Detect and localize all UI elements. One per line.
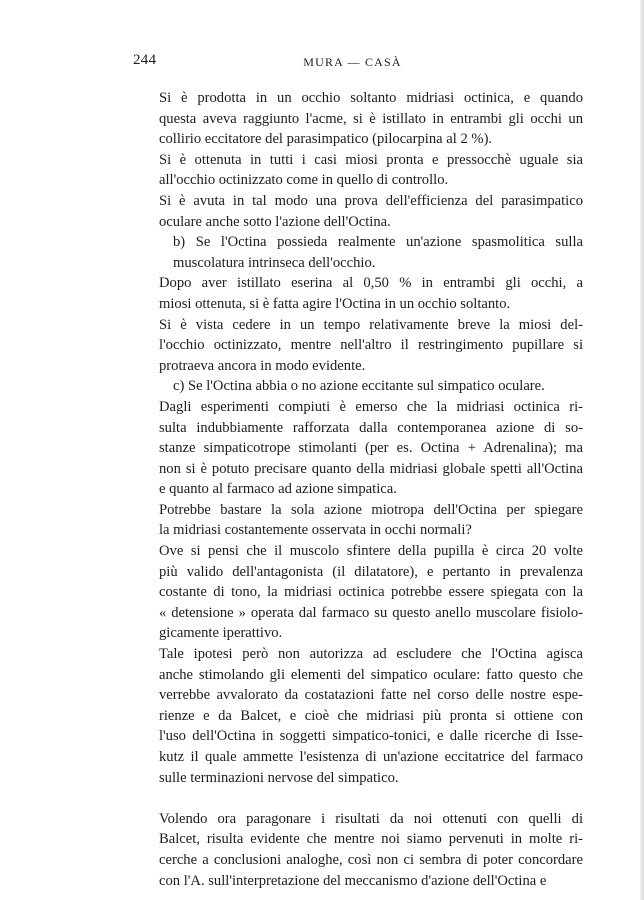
text-line: c) Se l'Octina abbia o no azione eccitante sul simpatico oculare. <box>173 378 545 395</box>
text-line: « detensione » operata dal farmaco su questo anello muscolare fisiolo- <box>159 604 583 621</box>
text-line: Balcet, risulta evidente che mentre noi siamo pervenuti in molte ri- <box>159 831 583 848</box>
text-line: rienze e da Balcet, e cioè che midriasi più pronta si ottiene con <box>159 707 583 724</box>
text-line: sulle terminazioni nervose del simpatico. <box>159 769 399 786</box>
text-line: la midriasi costantemente osservata in occhi normali? <box>159 522 472 539</box>
paragraph-p7 <box>131 376 583 397</box>
paragraph-p6 <box>131 315 583 377</box>
text-line: protraeva ancora in modo evidente. <box>159 357 366 374</box>
text-line: anche stimolando gli elementi del simpatico oculare: fatto questo che <box>159 666 583 683</box>
text-line: Si è vista cedere in un tempo relativamente breve la miosi del- <box>159 316 583 333</box>
text-line: b) Se l'Octina possieda realmente un'azione spasmolitica sulla <box>173 234 583 251</box>
paragraph-p3 <box>131 191 583 232</box>
text-line: Potrebbe bastare la sola azione miotropa dell'Octina per spiegare <box>159 501 583 518</box>
text-line: Si è avuta in tal modo una prova dell'efficienza del parasimpatico <box>159 192 583 209</box>
text-line: Dopo aver istillato eserina al 0,50 % in entrambi gli occhi, a <box>159 275 583 292</box>
paragraph-p12 <box>131 809 583 891</box>
text-line: e quanto al farmaco ad azione simpatica. <box>159 481 397 498</box>
text-line: collirio eccitatore del parasimpatico (pilocarpina al 2 %). <box>159 131 493 148</box>
text-line: Si è ottenuta in tutti i casi miosi pronta e pressocchè uguale sia <box>159 151 583 168</box>
paragraph-p11 <box>131 644 583 788</box>
text-line: stanze simpaticotrope stimolanti (per es. Octina + Adrenalina); ma <box>159 440 583 457</box>
text-line: con l'A. sull'interpretazione del meccanismo d'azione dell'Octina e <box>159 872 547 889</box>
text-line: più valido dell'antagonista (il dilatatore), e pertanto in prevalenza <box>159 563 583 580</box>
text-line: Tale ipotesi però non autorizza ad escludere che l'Octina agisca <box>159 646 583 663</box>
text-line: Si è prodotta in un occhio soltanto midriasi octinica, e quando <box>159 90 583 106</box>
text-line: all'occhio octinizzato come in quello di controllo. <box>159 172 449 189</box>
paragraph-p8 <box>131 397 583 500</box>
paragraph-p4 <box>131 232 583 273</box>
paragraph-p5 <box>131 273 583 314</box>
text-line: l'occhio octinizzato, mentre nell'altro il restringimento pupillare si <box>159 337 583 354</box>
body-text <box>131 88 583 891</box>
text-line: miosi ottenuta, si è fatta agire l'Octina in un occhio soltanto. <box>159 295 511 312</box>
text-line: questa aveva raggiunto l'acme, si è istillato in entrambi gli occhi un <box>159 110 583 127</box>
text-line: Dagli esperimenti compiuti è emerso che la midriasi octinica ri- <box>159 398 583 415</box>
text-line: kutz il quale ammette l'esistenza di un'azione eccitatrice del farmaco <box>159 749 583 765</box>
text-line: l'uso dell'Octina in soggetti simpatico-tonici, e dalle ricerche di Isse- <box>159 728 583 745</box>
text-line: oculare anche sotto l'azione dell'Octina. <box>159 213 391 230</box>
text-line: muscolatura intrinseca dell'occhio. <box>173 254 376 271</box>
text-line: gicamente iperattivo. <box>159 625 283 642</box>
text-line: Volendo ora paragonare i risultati da noi ottenuti con quelli di <box>159 810 583 827</box>
running-head: MURA — CASÀ <box>303 55 402 69</box>
paragraph-p1 <box>131 88 583 150</box>
scan-edge <box>640 0 644 900</box>
paragraph-p9 <box>131 500 583 541</box>
paragraph-p2 <box>131 150 583 191</box>
text-line: cerche a conclusioni analoghe, così non ci sembra di poter concordare <box>159 851 583 868</box>
page-number: 244 <box>133 52 157 68</box>
text-line: non si è potuto precisare quanto della midriasi globale spetti all'Octina <box>159 460 583 477</box>
text-line: verrebbe avvalorato da costatazioni fatte nel corso delle nostre espe- <box>159 687 583 704</box>
text-line: Ove si pensi che il muscolo sfintere della pupilla è circa 20 volte <box>159 543 583 560</box>
text-line: costante di tono, la midriasi octinica potrebbe essere spiegata con la <box>159 584 583 601</box>
text-line: sulta indubbiamente rafforzata dalla contemporanea azione di so- <box>159 419 583 436</box>
paragraph-p10 <box>131 541 583 644</box>
